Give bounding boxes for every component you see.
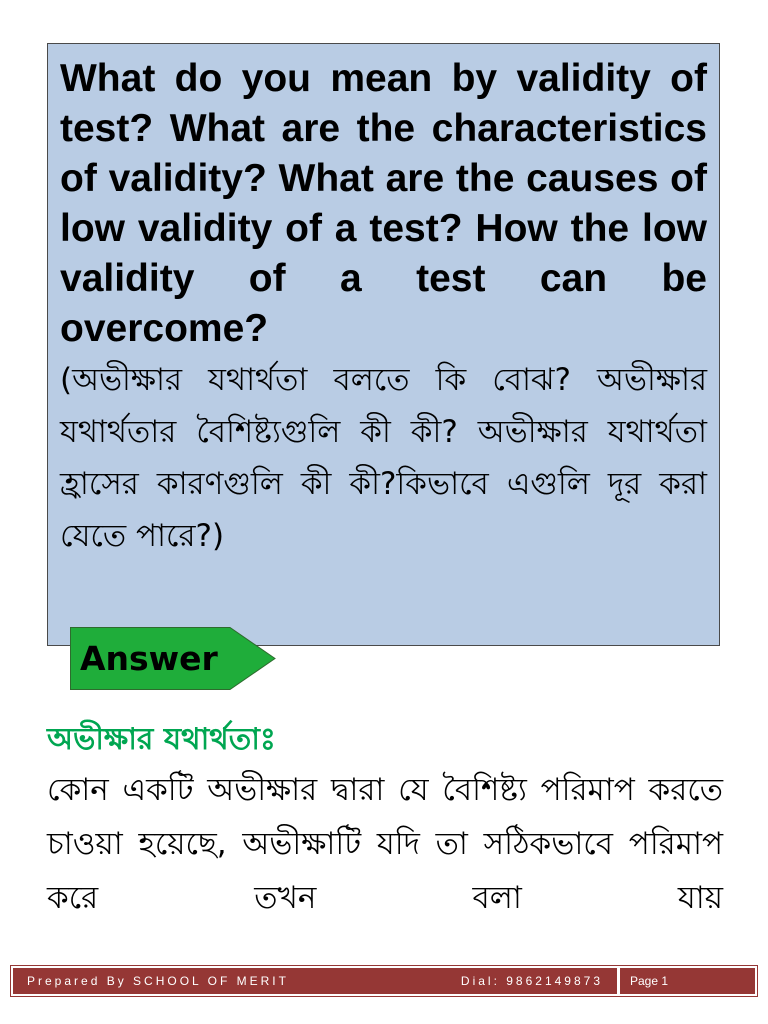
question-box (47, 43, 720, 646)
answer-badge (70, 627, 276, 690)
question-bengali-text: (অভীক্ষার যথার্থতা বলতে কি বোঝ? অভীক্ষার যথার্থতার বৈশিষ্ট্যগুলি কী কী? অভীক্ষার যথার্থতা হ্রাসের কারণগুলি কী কী?কিভাবে এগুলি দূর করা যেতে পারে?) (60, 362, 707, 554)
answer-body-text: কোন একটি অভীক্ষার দ্বারা যে বৈশিষ্ট্য পরিমাপ করতে চাওয়া হয়েছে, অভীক্ষাটি যদি তা সঠিকভাবে পরিমাপ করে তখন বলা যায় (47, 772, 723, 916)
answer-label: Answer (80, 639, 218, 678)
footer-prepared-by: Prepared By SCHOOL OF MERIT (27, 974, 289, 988)
footer-main-bar (13, 968, 617, 994)
page-footer (10, 965, 758, 997)
answer-heading: অভীক্ষার যথার্থতাঃ (47, 722, 276, 757)
footer-dial: Dial: 9862149873 (460, 974, 603, 988)
footer-page-number: Page 1 (620, 968, 755, 994)
question-english-text: What do you mean by validity of test? What are the characteristics of validity? What are the causes of low validity of a test? How the low validity of a test can be overcome? (60, 57, 707, 350)
